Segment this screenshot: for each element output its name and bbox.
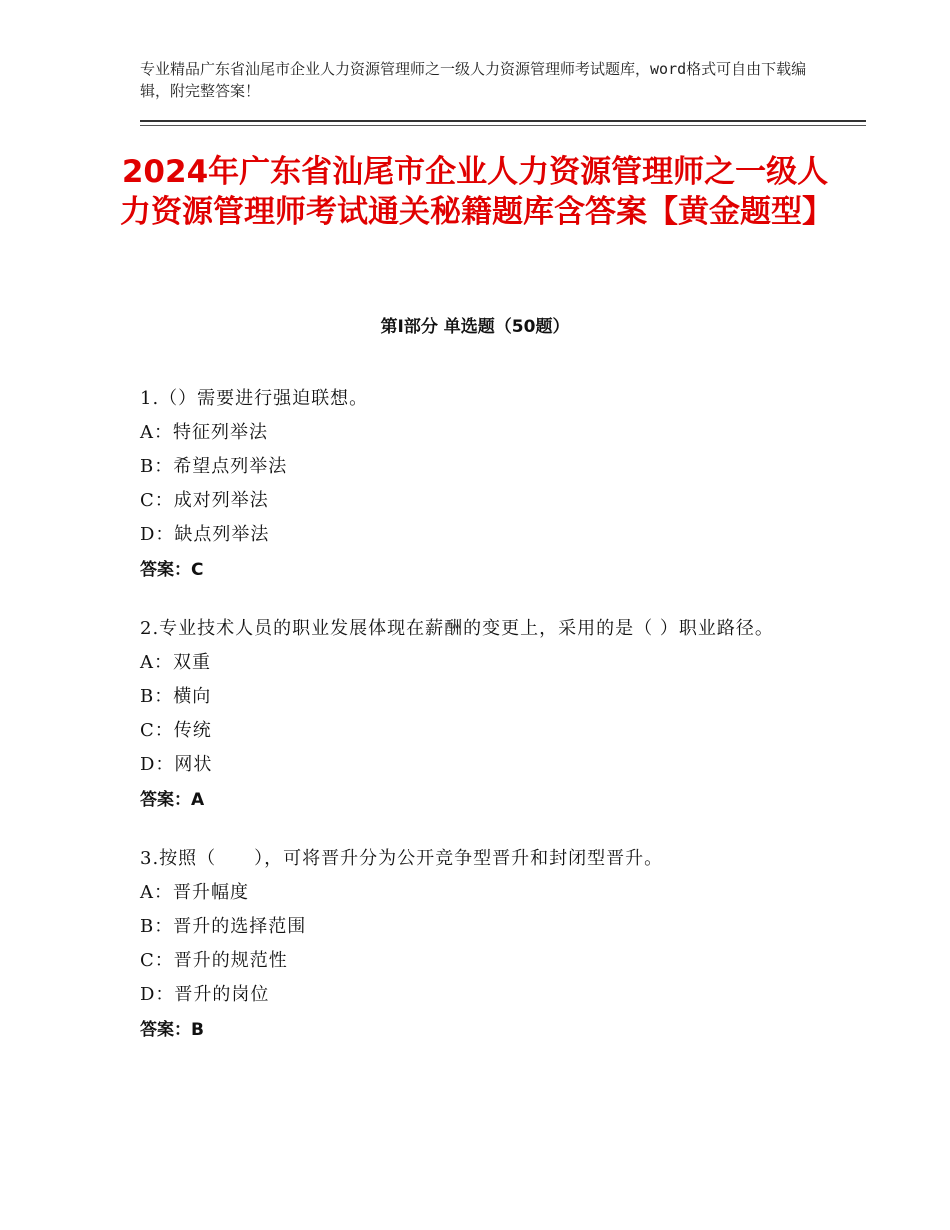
header-note: 专业精品广东省汕尾市企业人力资源管理师之一级人力资源管理师考试题库，word格式可自由下载编辑，附完整答案！ [140,60,807,100]
option-d: D：网状 [140,754,213,775]
option-b: B：希望点列举法 [140,456,288,477]
question-3 [140,842,820,1048]
header-rule-thin [140,125,866,126]
answer-value: B [191,1020,204,1040]
option-c: C：晋升的规范性 [140,950,288,971]
answer-label: 答案： [140,1020,191,1040]
question-stem: 3.按照（ ），可将晋升分为公开竞争型晋升和封闭型晋升。 [140,848,664,869]
option-d: D：晋升的岗位 [140,984,270,1005]
header-rule-thick [140,120,866,122]
option-a: A：双重 [140,652,211,673]
question-1 [140,382,820,588]
option-c: C：传统 [140,720,212,741]
question-list [140,382,820,1072]
section-title: 第Ⅰ部分 单选题（50题） [380,317,570,337]
option-b: B：晋升的选择范围 [140,916,307,937]
question-stem: 2.专业技术人员的职业发展体现在薪酬的变更上，采用的是（ ）职业路径。 [140,618,774,639]
answer-value: C [191,560,204,580]
answer-label: 答案： [140,790,191,810]
option-c: C：成对列举法 [140,490,269,511]
option-a: A：晋升幅度 [140,882,249,903]
question-stem: 1.（）需要进行强迫联想。 [140,388,369,409]
answer-value: A [191,790,205,810]
option-d: D：缺点列举法 [140,524,270,545]
answer-label: 答案： [140,560,191,580]
question-2 [140,612,820,818]
option-a: A：特征列举法 [140,422,268,443]
option-b: B：横向 [140,686,212,707]
answer-line [140,1012,820,1048]
answer-line [140,552,820,588]
answer-line [140,782,820,818]
document-title: 2024年广东省汕尾市企业人力资源管理师之一级人力资源管理师考试通关秘籍题库含答案【黄金题型】 [120,154,833,230]
